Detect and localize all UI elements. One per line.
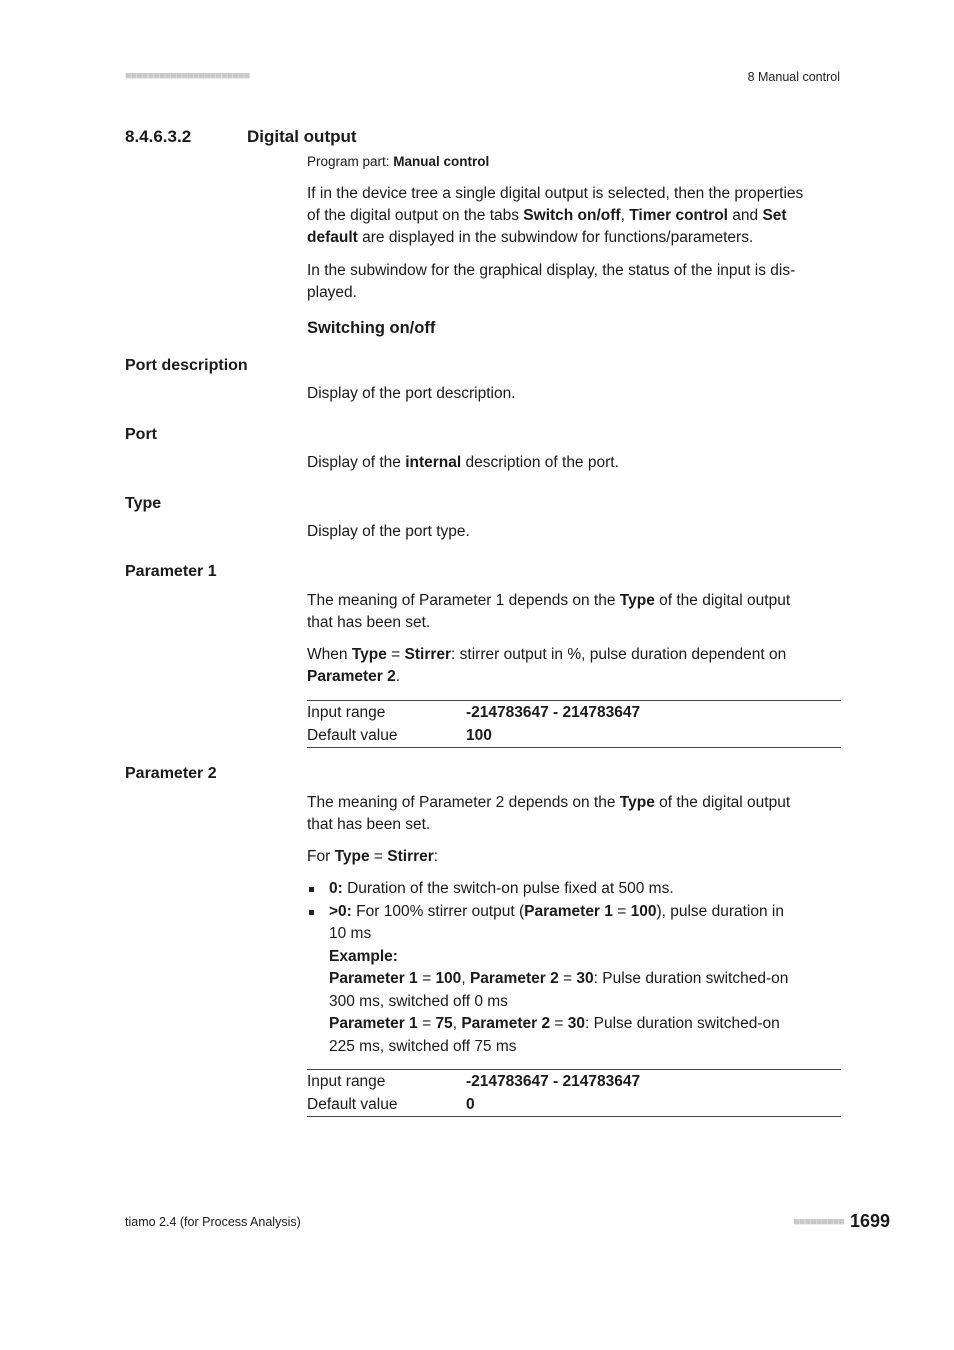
text: of the digital output (654, 592, 791, 609)
emphasis: Type (619, 592, 655, 609)
chapter-title: 8 Manual control (747, 70, 840, 84)
table-row (307, 1070, 841, 1093)
emphasis: Type (351, 646, 387, 663)
emphasis: Parameter 1 (524, 902, 613, 920)
text: For 100% stirrer output ( (351, 902, 525, 920)
term-type: Type (125, 495, 162, 512)
list-item (307, 878, 837, 901)
emphasis: Parameter 2 (307, 668, 396, 685)
emphasis: 0: (329, 880, 343, 897)
list-item (307, 901, 837, 1059)
input-range-value: -214783647 - 214783647 (466, 704, 641, 721)
input-range-label: Input range (307, 1073, 386, 1090)
subheading: Switching on/off (307, 319, 436, 337)
page-number: 1699 (849, 1211, 890, 1231)
text: , (452, 1015, 462, 1032)
text: The meaning of Parameter 1 depends on the (307, 592, 620, 609)
emphasis: 100 (435, 970, 462, 987)
parameter-1-table (307, 700, 841, 748)
emphasis: 75 (435, 1015, 453, 1032)
emphasis: Parameter 2 (461, 1015, 551, 1032)
emphasis: 100 (630, 902, 657, 920)
emphasis: 30 (576, 970, 594, 987)
emphasis: Parameter 1 (329, 1015, 418, 1032)
emphasis: Parameter 2 (469, 970, 559, 987)
term-port: Port (125, 426, 157, 443)
footer-product: tiamo 2.4 (for Process Analysis) (125, 1215, 301, 1229)
text: : Pulse duration switched-on (593, 970, 789, 987)
parameter-1-paragraph-1 (307, 590, 841, 634)
text: description of the port. (461, 454, 619, 471)
text: 225 ms, switched off 75 ms (329, 1037, 517, 1055)
emphasis: Type (619, 794, 655, 811)
intro-paragraph-1 (307, 183, 841, 249)
term-parameter-1: Parameter 1 (125, 563, 217, 580)
text: = (369, 848, 388, 865)
footer-decor: ■■■■■■■■■ (793, 1215, 844, 1228)
text: that has been set. (307, 816, 431, 833)
tab-name: Timer control (629, 207, 728, 224)
emphasis: Stirrer (387, 848, 434, 865)
parameter-2-paragraph-2 (307, 846, 841, 868)
bullet-icon (309, 887, 314, 892)
emphasis: internal (405, 454, 462, 471)
example-label: Example: (329, 947, 398, 965)
text: : (433, 848, 439, 865)
text: In the subwindow for the graphical display, the status of the input is dis- (307, 262, 796, 279)
intro-paragraph-2 (307, 260, 841, 304)
parameter-2-table (307, 1069, 841, 1117)
text: played. (307, 284, 357, 301)
type-text: Display of the port type. (307, 523, 470, 540)
text: . (395, 668, 401, 685)
emphasis: 30 (567, 1015, 585, 1032)
header-decor: ■■■■■■■■■■■■■■■■■■■■■■ (125, 70, 250, 82)
port-description-text: Display of the port description. (307, 385, 516, 402)
text: that has been set. (307, 614, 431, 631)
section-number: 8.4.6.3.2 (125, 127, 192, 146)
footer-page (793, 1211, 890, 1232)
text: 300 ms, switched off 0 ms (329, 992, 508, 1010)
text: = (386, 646, 405, 663)
text: Display of the (307, 454, 406, 471)
text: 10 ms (329, 925, 372, 942)
program-part-value: Manual control (393, 154, 490, 169)
text: = (417, 970, 436, 987)
term-parameter-2: Parameter 2 (125, 765, 217, 782)
emphasis: Parameter 1 (329, 970, 418, 987)
emphasis: Stirrer (404, 646, 452, 663)
text: The meaning of Parameter 2 depends on the (307, 794, 620, 811)
program-part (307, 154, 489, 169)
default-value-label: Default value (307, 727, 398, 744)
bullet-icon (309, 910, 314, 915)
text: = (558, 970, 577, 987)
port-text (307, 452, 841, 474)
tab-name: Set (762, 207, 787, 224)
text: ), pulse duration in (656, 902, 784, 920)
text: = (417, 1015, 436, 1032)
text: of the digital output on the tabs (307, 207, 524, 224)
default-value: 100 (466, 727, 492, 744)
text: of the digital output (654, 794, 791, 811)
text: : stirrer output in %, pulse duration dependent on (451, 646, 787, 663)
emphasis: >0: (329, 902, 352, 920)
term-port-description: Port description (125, 357, 248, 374)
text: If in the device tree a single digital output is selected, then the properties (307, 185, 804, 202)
text: = (550, 1015, 568, 1032)
text: = (612, 902, 631, 920)
text: When (307, 646, 352, 663)
program-part-label: Program part: (307, 154, 390, 169)
text: , (620, 207, 630, 224)
text: , (461, 970, 470, 987)
parameter-2-paragraph-1 (307, 792, 841, 836)
tab-name: default (307, 229, 358, 246)
text: and (727, 207, 763, 224)
parameter-1-paragraph-2 (307, 644, 841, 688)
default-value-label: Default value (307, 1096, 398, 1113)
section-title: Digital output (247, 127, 357, 146)
input-range-label: Input range (307, 704, 386, 721)
text: Duration of the switch-on pulse fixed at 500 ms. (342, 880, 674, 897)
text: : Pulse duration switched-on (585, 1015, 780, 1032)
table-row (307, 724, 841, 747)
table-row (307, 701, 841, 724)
input-range-value: -214783647 - 214783647 (466, 1073, 641, 1090)
parameter-2-list (307, 878, 837, 1058)
emphasis: Type (334, 848, 370, 865)
default-value: 0 (466, 1096, 475, 1113)
table-row (307, 1093, 841, 1116)
tab-name: Switch on/off (523, 207, 621, 224)
text: are displayed in the subwindow for functions/parameters. (357, 229, 754, 246)
text: For (307, 848, 335, 865)
